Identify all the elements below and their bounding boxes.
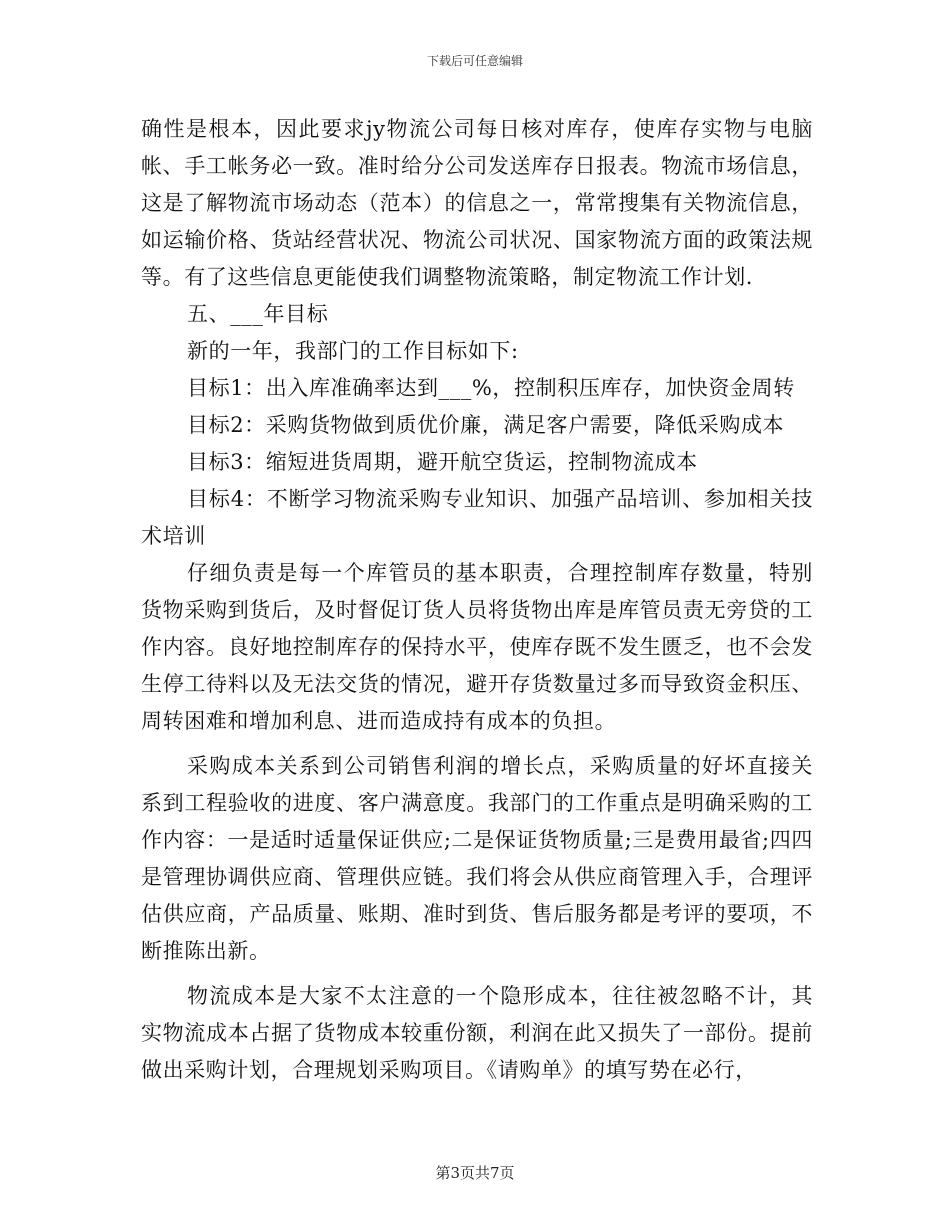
paragraph-logistics-cost: 物流成本是大家不太注意的一个隐形成本，往往被忽略不计，其实物流成本占据了货物成本较重份额，利润在此又损失了一部份。提前做出采购计划，合理规划采购项目。《请购单》的填写势在必行， [141,984,813,1082]
goal-item-4: 目标4：不断学习物流采购专业知识、加强产品培训、参加相关技术培训 [141,487,813,548]
goal-item-3: 目标3：缩短进货周期，避开航空货运，控制物流成本 [187,450,698,474]
page-number: 第3页共7页 [435,1164,515,1182]
document-body [141,111,813,1089]
paragraph-inventory-accuracy: 确性是根本，因此要求jy物流公司每日核对库存，使库存实物与电脑帐、手工帐务必一致。准时给分公司发送库存日报表。物流市场信息，这是了解物流市场动态（范本）的信息之一，常常搜集有关物流信息，如运输价格、货站经营状况、物流公司状况、国家物流方面的政策法规等。有了这些信息更能使我们调整物流策略，制定物流工作计划. [141,117,813,289]
goal-item-1: 目标1：出入库准确率达到___%，控制积压库存，加快资金周转 [187,376,795,400]
section-heading-goals: 五、___年目标 [187,302,329,326]
paragraph-procurement-cost: 采购成本关系到公司销售利润的增长点，采购质量的好坏直接关系到工程验收的进度、客户满意度。我部门的工作重点是明确采购的工作内容：一是适时适量保证供应;二是保证货物质量;三是费用最省;四四是管理协调供应商、管理供应链。我们将会从供应商管理入手，合理评估供应商，产品质量、账期、准时到货、售后服务都是考评的要项，不断推陈出新。 [141,754,813,963]
paragraph-goals-intro: 新的一年，我部门的工作目标如下: [187,339,519,363]
page-header: 下载后可任意编辑 [426,54,523,68]
paragraph-inventory-duty: 仔细负责是每一个库管员的基本职责，合理控制库存数量，特别货物采购到货后，及时督促订货人员将货物出库是库管员责无旁贷的工作内容。良好地控制库存的保持水平，使库存既不发生匮乏，也不会发生停工待料以及无法交货的情况，避开存货数量过多而导致资金积压、周转困难和增加利息、进而造成持有成本的负担。 [141,561,813,733]
goal-item-2: 目标2：采购货物做到质优价廉，满足客户需要，降低采购成本 [187,413,785,437]
